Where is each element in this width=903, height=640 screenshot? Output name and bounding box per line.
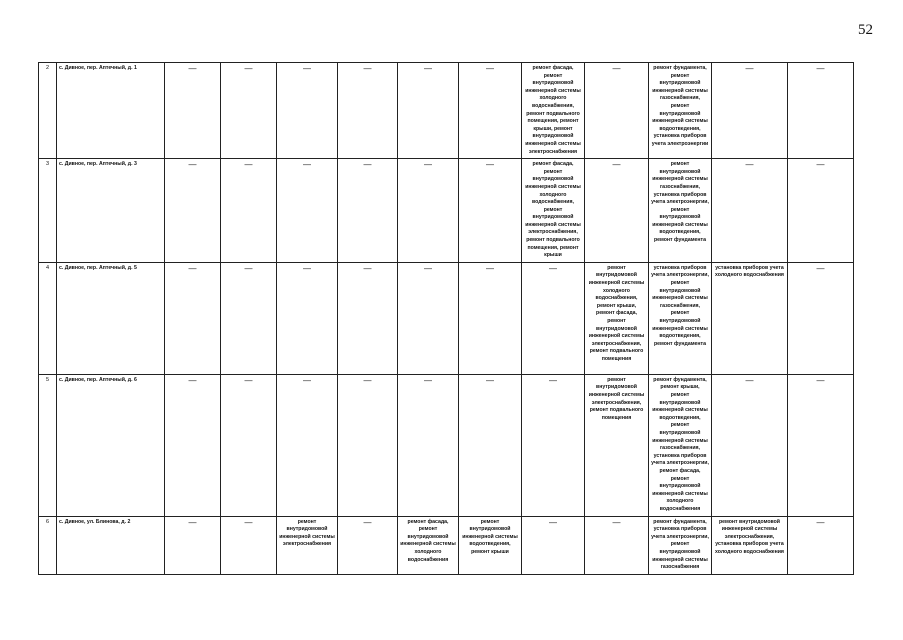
dash-mark: —: [816, 64, 825, 73]
work-cell: [649, 262, 712, 374]
work-cell: [649, 63, 712, 159]
empty-work-cell: [585, 516, 649, 574]
dash-mark: —: [549, 375, 557, 385]
empty-work-cell: [221, 63, 277, 159]
work-description: ремонт внутридомовой инженерной системы водоотведения, ремонт крыши: [462, 518, 518, 555]
dash-mark: —: [303, 160, 311, 170]
empty-work-cell: [221, 262, 277, 374]
empty-work-cell: [277, 262, 338, 374]
empty-work-cell: [788, 262, 854, 374]
empty-work-cell: [788, 63, 854, 159]
dash-mark: —: [486, 375, 494, 385]
dash-mark: —: [424, 375, 432, 385]
work-cell: [649, 374, 712, 516]
work-description: ремонт внутридомовой инженерной системы электроснабжения, ремонт подвального помещения: [588, 376, 645, 421]
empty-work-cell: [338, 374, 398, 516]
work-cell: [585, 262, 649, 374]
dash-mark: —: [244, 160, 253, 170]
work-description: ремонт фасада, ремонт внутридомовой инженерной системы холодного водоснабжения, ремонт подвального помещения, ремонт крыши, ремонт внутридомовой инженерной системы электроснабжения: [525, 65, 581, 155]
empty-work-cell: [338, 63, 398, 159]
dash-mark: —: [363, 375, 372, 385]
dash-mark: —: [303, 64, 311, 73]
empty-work-cell: [165, 63, 221, 159]
dash-mark: —: [486, 160, 494, 170]
empty-work-cell: [788, 374, 854, 516]
row-number: 2: [39, 63, 57, 159]
work-description: ремонт внутридомовой инженерной системы холодного водоснабжения, ремонт крыши, ремонт фасада, ремонт внутридомовой инженерной системы электроснабжения, ремонт подвального помещения: [588, 264, 645, 362]
work-description: установка приборов учета холодного водоснабжения: [715, 264, 784, 279]
empty-work-cell: [788, 159, 854, 263]
dash-mark: —: [188, 263, 197, 273]
dash-mark: —: [244, 517, 253, 527]
dash-mark: —: [745, 160, 754, 170]
dash-mark: —: [816, 263, 825, 273]
dash-mark: —: [188, 64, 197, 73]
empty-work-cell: [712, 159, 788, 263]
dash-mark: —: [363, 263, 372, 273]
table-row: [39, 374, 854, 516]
dash-mark: —: [424, 64, 432, 73]
table-row: [39, 516, 854, 574]
empty-work-cell: [165, 516, 221, 574]
empty-work-cell: [522, 374, 585, 516]
address-cell: с. Дивное, пер. Аптечный, д. 5: [57, 262, 165, 374]
empty-work-cell: [277, 374, 338, 516]
repair-schedule-table: [38, 62, 854, 575]
dash-mark: —: [188, 517, 197, 527]
work-cell: [277, 516, 338, 574]
dash-mark: —: [303, 375, 311, 385]
address-cell: с. Дивное, пер. Аптечный, д. 1: [57, 63, 165, 159]
empty-work-cell: [712, 63, 788, 159]
empty-work-cell: [459, 63, 522, 159]
work-description: ремонт внутридомовой инженерной системы электроснабжения, установка приборов учета холодного водоснабжения: [715, 518, 784, 555]
empty-work-cell: [398, 63, 459, 159]
empty-work-cell: [277, 159, 338, 263]
empty-work-cell: [522, 516, 585, 574]
dash-mark: —: [486, 263, 494, 273]
table-row: [39, 159, 854, 263]
dash-mark: —: [188, 160, 197, 170]
dash-mark: —: [745, 375, 754, 385]
dash-mark: —: [816, 517, 825, 527]
empty-work-cell: [277, 63, 338, 159]
empty-work-cell: [712, 374, 788, 516]
work-description: ремонт фундамента, установка приборов учета электроэнергии, ремонт внутридомовой инженерной системы газоснабжения: [651, 518, 709, 571]
dash-mark: —: [424, 160, 432, 170]
empty-work-cell: [221, 516, 277, 574]
work-cell: [522, 159, 585, 263]
dash-mark: —: [424, 263, 432, 273]
table-row: [39, 262, 854, 374]
work-cell: [712, 262, 788, 374]
dash-mark: —: [816, 375, 825, 385]
row-number: 3: [39, 159, 57, 263]
empty-work-cell: [459, 374, 522, 516]
empty-work-cell: [788, 516, 854, 574]
dash-mark: —: [816, 160, 825, 170]
work-cell: [398, 516, 459, 574]
empty-work-cell: [585, 159, 649, 263]
empty-work-cell: [165, 374, 221, 516]
work-cell: [649, 516, 712, 574]
empty-work-cell: [221, 374, 277, 516]
dash-mark: —: [745, 64, 754, 73]
empty-work-cell: [165, 159, 221, 263]
dash-mark: —: [363, 517, 372, 527]
empty-work-cell: [398, 262, 459, 374]
dash-mark: —: [612, 160, 621, 170]
work-description: ремонт внутридомовой инженерной системы газоснабжения, установка приборов учета электроэнергии, ремонт внутридомовой инженерной системы водоотведения, ремонт фундамента: [651, 161, 709, 244]
dash-mark: —: [612, 64, 621, 73]
empty-work-cell: [585, 63, 649, 159]
dash-mark: —: [303, 263, 311, 273]
page-number: 52: [858, 22, 873, 38]
dash-mark: —: [244, 263, 253, 273]
empty-work-cell: [459, 262, 522, 374]
work-description: ремонт фасада, ремонт внутридомовой инженерной системы холодного водоснабжения: [400, 518, 456, 563]
empty-work-cell: [338, 516, 398, 574]
empty-work-cell: [398, 374, 459, 516]
row-number: 5: [39, 374, 57, 516]
dash-mark: —: [244, 64, 253, 73]
address-cell: с. Дивное, пер. Аптечный, д. 3: [57, 159, 165, 263]
work-cell: [585, 374, 649, 516]
empty-work-cell: [459, 159, 522, 263]
work-description: установка приборов учета электроэнергии, ремонт внутридомовой инженерной системы газоснабжения, ремонт внутридомовой инженерной системы водоотведения, ремонт фундамента: [651, 264, 709, 347]
work-description: ремонт фундамента, ремонт внутридомовой инженерной системы газоснабжения, ремонт внутридомовой инженерной системы водоотведения, установка приборов учета электроэнергии: [651, 65, 709, 147]
empty-work-cell: [338, 159, 398, 263]
empty-work-cell: [338, 262, 398, 374]
dash-mark: —: [612, 517, 621, 527]
row-number: 6: [39, 516, 57, 574]
work-description: ремонт внутридомовой инженерной системы электроснабжения: [279, 518, 335, 548]
work-cell: [649, 159, 712, 263]
dash-mark: —: [549, 517, 557, 527]
dash-mark: —: [244, 375, 253, 385]
work-cell: [522, 63, 585, 159]
dash-mark: —: [363, 64, 372, 73]
address-cell: с. Дивное, пер. Аптечный, д. 6: [57, 374, 165, 516]
work-cell: [459, 516, 522, 574]
work-cell: [712, 516, 788, 574]
empty-work-cell: [165, 262, 221, 374]
dash-mark: —: [486, 64, 494, 73]
work-description: ремонт фасада, ремонт внутридомовой инженерной системы холодного водоснабжения, ремонт внутридомовой инженерной системы электроснабжения, ремонт подвального помещения, ремонт крыши: [525, 161, 581, 259]
table-row: [39, 63, 854, 159]
dash-mark: —: [363, 160, 372, 170]
row-number: 4: [39, 262, 57, 374]
work-description: ремонт фундамента, ремонт крыши, ремонт внутридомовой инженерной системы водоотведения, ремонт внутридомовой инженерной системы газоснабжения, установка приборов учета электроэнергии, ремонт фасада, ремонт внутридомовой инженерной системы холодного водоснабжения: [651, 376, 709, 512]
dash-mark: —: [549, 263, 557, 273]
empty-work-cell: [398, 159, 459, 263]
empty-work-cell: [522, 262, 585, 374]
empty-work-cell: [221, 159, 277, 263]
address-cell: с. Дивное, ул. Блинова, д. 2: [57, 516, 165, 574]
dash-mark: —: [188, 375, 197, 385]
